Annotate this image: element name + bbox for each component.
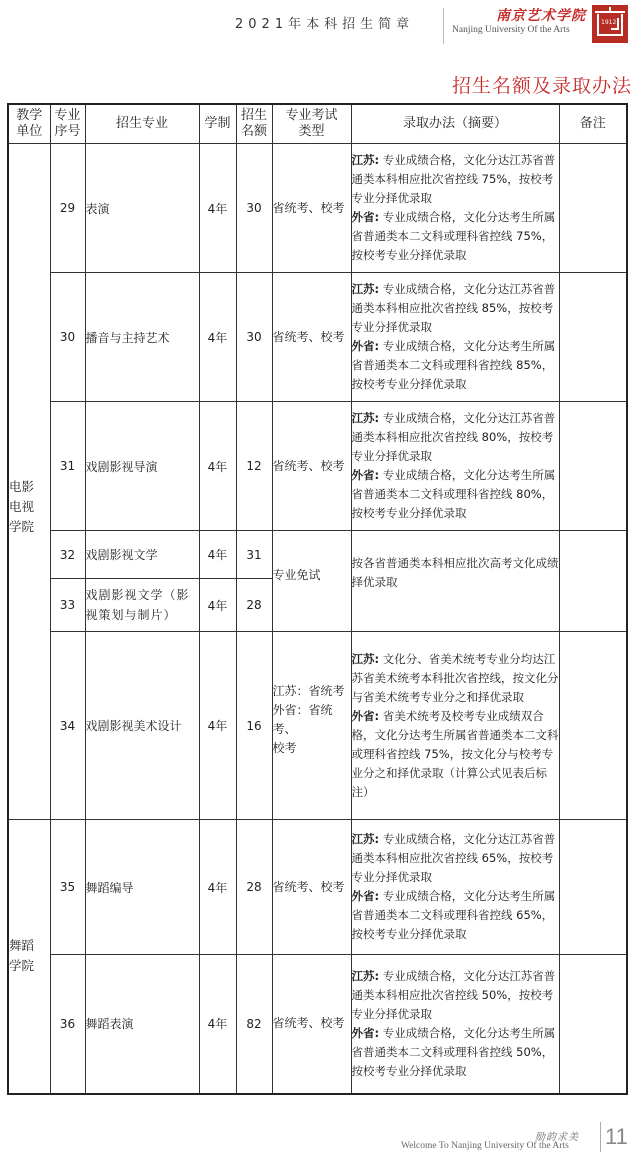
university-name-en: Nanjing University Of the Arts: [452, 25, 570, 35]
exam-type-cell: 省统考、校考: [272, 820, 351, 955]
exam-type-cell: 省统考、校考: [272, 144, 351, 273]
remark-cell: [559, 632, 627, 820]
remark-cell: [559, 273, 627, 402]
admission-method-cell: 江苏: 专业成绩合格，文化分达江苏省普通类本科相应批次省控线 85%，按校考专业分择优录取 外省: 专业成绩合格，文化分达考生所属省普通类本二文科或理科省控线 85%，按校考专业分择优录取: [351, 273, 559, 402]
seq-cell: 32: [50, 531, 85, 579]
admission-method-cell: 江苏: 专业成绩合格，文化分达江苏省普通类本科相应批次省控线 50%，按校考专业分择优录取 外省: 专业成绩合格，文化分达考生所属省普通类本二文科或理科省控线 50%，按校考专业分择优录取: [351, 955, 559, 1094]
table-row: [8, 632, 627, 820]
seq-cell: 36: [50, 955, 85, 1094]
col-header-unit: 教学 单位: [8, 104, 50, 144]
admission-method-cell: 按各省普通类本科相应批次高考文化成绩择优录取: [351, 531, 559, 632]
years-cell: 4年: [199, 273, 236, 402]
remark-cell: [559, 144, 627, 273]
quota-cell: 28: [236, 820, 272, 955]
admission-method-cell: 江苏: 文化分、省美术统考专业分均达江苏省美术统考本科批次省控线，按文化分与省美术统考专业分之和择优录取 外省: 省美术统考及校考专业成绩双合格，文化分达考生所属省普通类本二文科或理科省控线 75%，按文化分与校考专业分之和择优录取（计算公式见表后标注）: [351, 632, 559, 820]
major-cell: 戏剧影视文学（影视策划与制片）: [85, 579, 199, 632]
admission-table: [7, 103, 628, 1095]
seq-cell: 30: [50, 273, 85, 402]
exam-type-cell: 江苏：省统考 外省：省统考、 校考: [272, 632, 351, 820]
years-cell: 4年: [199, 531, 236, 579]
major-cell: 播音与主持艺术: [85, 273, 199, 402]
table-row: [8, 144, 627, 273]
admission-method-cell: 江苏: 专业成绩合格，文化分达江苏省普通类本科相应批次省控线 65%，按校考专业分择优录取 外省: 专业成绩合格，文化分达考生所属省普通类本二文科或理科省控线 65%，按校考专业分择优录取: [351, 820, 559, 955]
years-cell: 4年: [199, 579, 236, 632]
seq-cell: 29: [50, 144, 85, 273]
section-title: 招生名额及录取办法: [452, 75, 632, 97]
welcome-text: Welcome To Nanjing University Of the Arts: [401, 1141, 569, 1151]
slogan: 励韵求美: [535, 1132, 579, 1143]
remark-cell: [559, 955, 627, 1094]
exam-type-cell: 省统考、校考: [272, 955, 351, 1094]
university-name-cn: 南京艺术学院: [496, 8, 586, 24]
unit-cell: 电影 电视 学院: [8, 144, 50, 820]
major-cell: 舞蹈编导: [85, 820, 199, 955]
major-cell: 戏剧影视美术设计: [85, 632, 199, 820]
quota-cell: 31: [236, 531, 272, 579]
major-cell: 舞蹈表演: [85, 955, 199, 1094]
col-header-years: 学制: [199, 104, 236, 144]
quota-cell: 30: [236, 144, 272, 273]
col-header-remark: 备注: [559, 104, 627, 144]
quota-cell: 30: [236, 273, 272, 402]
major-cell: 表演: [85, 144, 199, 273]
table-row: [8, 273, 627, 402]
seq-cell: 31: [50, 402, 85, 531]
admission-method-cell: 江苏: 专业成绩合格，文化分达江苏省普通类本科相应批次省控线 80%，按校考专业分择优录取 外省: 专业成绩合格，文化分达考生所属省普通类本二文科或理科省控线 80%，按校考专业分择优录取: [351, 402, 559, 531]
col-header-quota: 招生 名额: [236, 104, 272, 144]
quota-cell: 16: [236, 632, 272, 820]
seq-cell: 33: [50, 579, 85, 632]
quota-cell: 28: [236, 579, 272, 632]
years-cell: 4年: [199, 144, 236, 273]
unit-cell: 舞蹈 学院: [8, 820, 50, 1094]
exam-type-cell: 省统考、校考: [272, 402, 351, 531]
seq-cell: 34: [50, 632, 85, 820]
exam-type-cell: 省统考、校考: [272, 273, 351, 402]
page-header: [0, 0, 632, 50]
document-title: 2021年本科招生简章: [235, 17, 415, 32]
years-cell: 4年: [199, 632, 236, 820]
seq-cell: 35: [50, 820, 85, 955]
admission-method-cell: 江苏: 专业成绩合格，文化分达江苏省普通类本科相应批次省控线 75%，按校考专业分择优录取 外省: 专业成绩合格，文化分达考生所属省普通类本二文科或理科省控线 75%，按校考专业分择优录取: [351, 144, 559, 273]
years-cell: 4年: [199, 402, 236, 531]
exam-type-cell: 专业免试: [272, 531, 351, 632]
remark-cell: [559, 820, 627, 955]
header-divider: [443, 8, 444, 44]
table-row: [8, 820, 627, 955]
remark-cell: [559, 402, 627, 531]
col-header-method: 录取办法（摘要）: [351, 104, 559, 144]
table-row: [8, 402, 627, 531]
page-footer: [0, 1120, 632, 1153]
major-cell: 戏剧影视导演: [85, 402, 199, 531]
col-header-exam-type: 专业考试 类型: [272, 104, 351, 144]
footer-divider: [600, 1122, 601, 1152]
col-header-major: 招生专业: [85, 104, 199, 144]
remark-cell: [559, 531, 627, 632]
nua-seal-logo-icon: 1912: [592, 5, 628, 43]
col-header-seq: 专业 序号: [50, 104, 85, 144]
major-cell: 戏剧影视文学: [85, 531, 199, 579]
table-row: [8, 531, 627, 579]
quota-cell: 12: [236, 402, 272, 531]
table-header-row: [8, 104, 627, 144]
quota-cell: 82: [236, 955, 272, 1094]
page-number: 11: [605, 1124, 628, 1149]
years-cell: 4年: [199, 955, 236, 1094]
years-cell: 4年: [199, 820, 236, 955]
table-row: [8, 955, 627, 1094]
